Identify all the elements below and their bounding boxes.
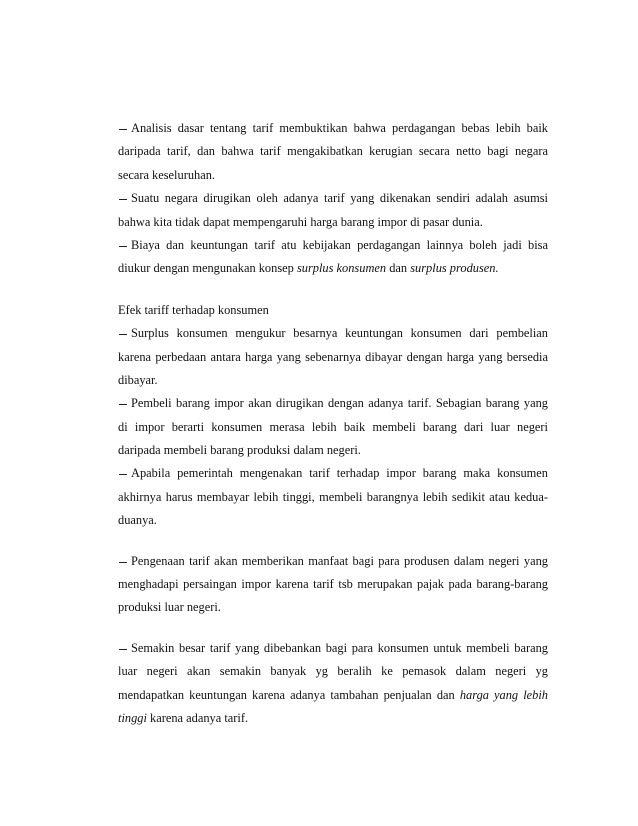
- text-line: daripada membeli barang produksi dalam negeri.: [118, 443, 361, 458]
- document-body: [118, 117, 548, 730]
- bullet-paragraph: [118, 322, 548, 392]
- emphasis-text: tinggi: [118, 710, 147, 725]
- text-line: Biaya dan keuntungan tarif atu kebijakan perdagangan lainnya boleh jadi bisa: [131, 237, 548, 252]
- text-line: Surplus konsumen mengukur besarnya keuntungan konsumen dari pembelian: [131, 326, 548, 341]
- text-line: Semakin besar tarif yang dibebankan bagi para konsumen untuk membeli barang: [131, 640, 548, 655]
- text-line: mendapatkan keuntungan karena adanya tambahan penjualan dan harga yang lebih: [118, 687, 548, 702]
- bullet-paragraph: [118, 550, 548, 620]
- emphasis-text: harga yang lebih: [459, 687, 548, 702]
- text-line: Apabila pemerintah mengenakan tarif terhadap impor barang maka konsumen: [131, 466, 548, 481]
- text-line: tinggi karena adanya tarif.: [118, 710, 249, 725]
- emphasis-text: surplus konsumen: [296, 261, 387, 276]
- bullet-paragraph: [118, 462, 548, 532]
- text-line: Pengenaan tarif akan memberikan manfaat bagi para produsen dalam negeri yang: [131, 553, 548, 568]
- text-line: akhirnya harus membayar lebih tinggi, membeli barangnya lebih sedikit atau kedua-: [118, 489, 548, 504]
- text-line: secara keseluruhan.: [118, 167, 216, 182]
- emphasis-text: surplus produsen.: [410, 261, 499, 276]
- text-line: karena perbedaan antara harga yang sebenarnya dibayar dengan harga yang bersedia: [118, 349, 548, 364]
- text-line: di impor berarti konsumen merasa lebih baik membeli barang dari luar negeri: [118, 419, 548, 434]
- bullet-paragraph: [118, 117, 548, 187]
- text-line: menghadapi persaingan impor karena tarif tsb merupakan pajak pada barang-barang: [118, 577, 548, 592]
- bullet-paragraph: [118, 637, 548, 731]
- text-line: bahwa kita tidak dapat mempengaruhi harga barang impor di pasar dunia.: [118, 214, 483, 229]
- text-line: daripada tarif, dan bahwa tarif mengakibatkan kerugian secara netto bagi negara: [118, 144, 548, 159]
- text-line: Suatu negara dirugikan oleh adanya tarif yang dikenakan sendiri adalah asumsi: [131, 191, 548, 206]
- bullet-paragraph: [118, 187, 548, 234]
- text-line: Analisis dasar tentang tarif membuktikan bahwa perdagangan bebas lebih baik: [131, 121, 548, 135]
- text-line: Pembeli barang impor akan dirugikan dengan adanya tarif. Sebagian barang yang: [131, 396, 548, 411]
- bullet-paragraph: [118, 234, 548, 281]
- bullet-paragraph: [118, 392, 548, 462]
- text-line: duanya.: [118, 513, 157, 528]
- text-line: dibayar.: [118, 372, 158, 387]
- text-line: luar negeri akan semakin banyak yg beralih ke pemasok dalam negeri yg: [118, 664, 548, 679]
- text-line: produksi luar negeri.: [118, 600, 221, 615]
- section-heading: Efek tariff terhadap konsumen: [118, 302, 269, 317]
- text-line: diukur dengan mengunakan konsep surplus konsumen dan surplus produsen.: [118, 261, 499, 276]
